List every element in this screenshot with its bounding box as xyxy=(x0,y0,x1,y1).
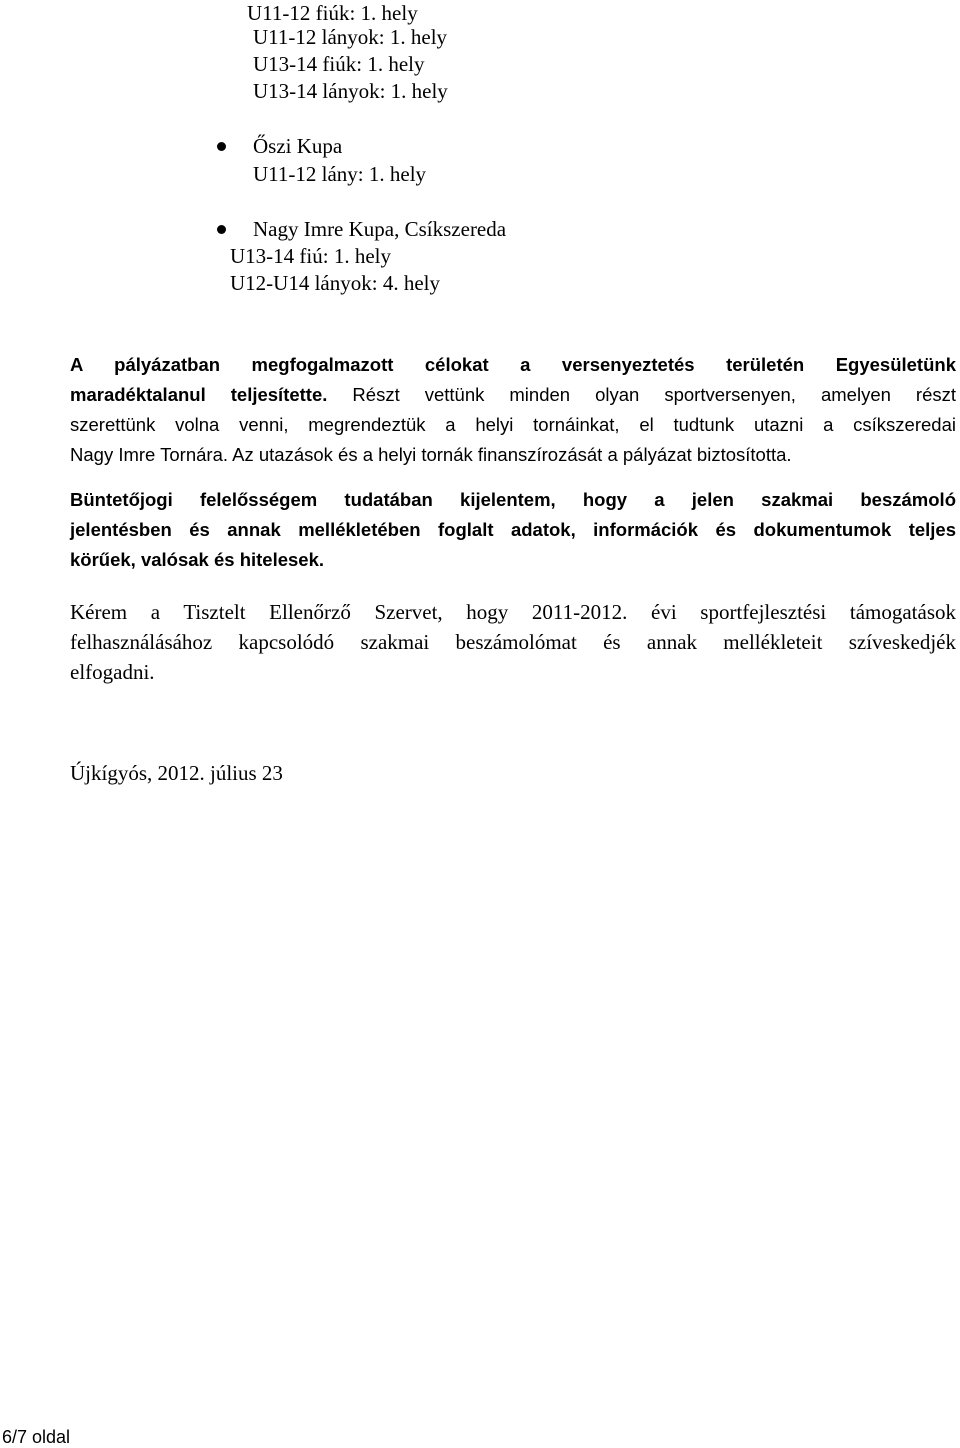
paragraph-text: Részt vettünk minden olyan sportversenyen, amelyen részt xyxy=(352,384,956,405)
paragraph-row xyxy=(70,350,956,380)
paragraph-row: Büntetőjogi felelősségem tudatában kijelentem, hogy a jelen szakmai beszámoló xyxy=(70,489,956,510)
paragraph-row: Nagy Imre Tornára. Az utazások és a helyi tornák finanszírozását a pályázat biztosította. xyxy=(70,444,792,465)
paragraph-row: felhasználásához kapcsolódó szakmai beszámolómat és annak mellékleteit szíveskedjék xyxy=(70,630,956,654)
request-paragraph xyxy=(70,597,956,687)
bullet-title: Őszi Kupa xyxy=(253,134,343,158)
result-line: U13-14 fiúk: 1. hely xyxy=(253,52,425,76)
paragraph-row: jelentésben és annak mellékletében foglalt adatok, információk és dokumentumok teljes xyxy=(70,519,956,540)
paragraph-row: elfogadni. xyxy=(70,660,155,684)
place-date: Újkígyós, 2012. július 23 xyxy=(70,761,283,785)
result-line: U11-12 fiúk: 1. hely xyxy=(247,1,418,25)
result-line: U11-12 lányok: 1. hely xyxy=(253,25,448,49)
result-line: U11-12 lány: 1. hely xyxy=(253,162,427,186)
page-number: 6/7 oldal xyxy=(2,1427,71,1447)
paragraph-row: szerettünk volna venni, megrendeztük a helyi tornáinkat, el tudtunk utazni a csíkszeredai xyxy=(70,414,956,435)
declaration-paragraph xyxy=(70,485,956,575)
result-line: U12-U14 lányok: 4. hely xyxy=(230,271,440,295)
bullet-icon xyxy=(217,142,226,151)
bold-text: maradéktalanul teljesítette. xyxy=(70,384,328,405)
result-line: U13-14 lányok: 1. hely xyxy=(253,79,448,103)
paragraph-row xyxy=(70,380,956,410)
bullet-icon xyxy=(217,225,226,234)
bullet-title: Nagy Imre Kupa, Csíkszereda xyxy=(253,217,507,241)
bold-text: A pályázatban megfogalmazott célokat a versenyeztetés területén Egyesületünk xyxy=(70,354,956,375)
summary-paragraph xyxy=(70,350,956,470)
paragraph-row: körűek, valósak és hitelesek. xyxy=(70,549,325,570)
result-line: U13-14 fiú: 1. hely xyxy=(230,244,391,268)
paragraph-row: Kérem a Tisztelt Ellenőrző Szervet, hogy 2011-2012. évi sportfejlesztési támogatások xyxy=(70,600,956,624)
